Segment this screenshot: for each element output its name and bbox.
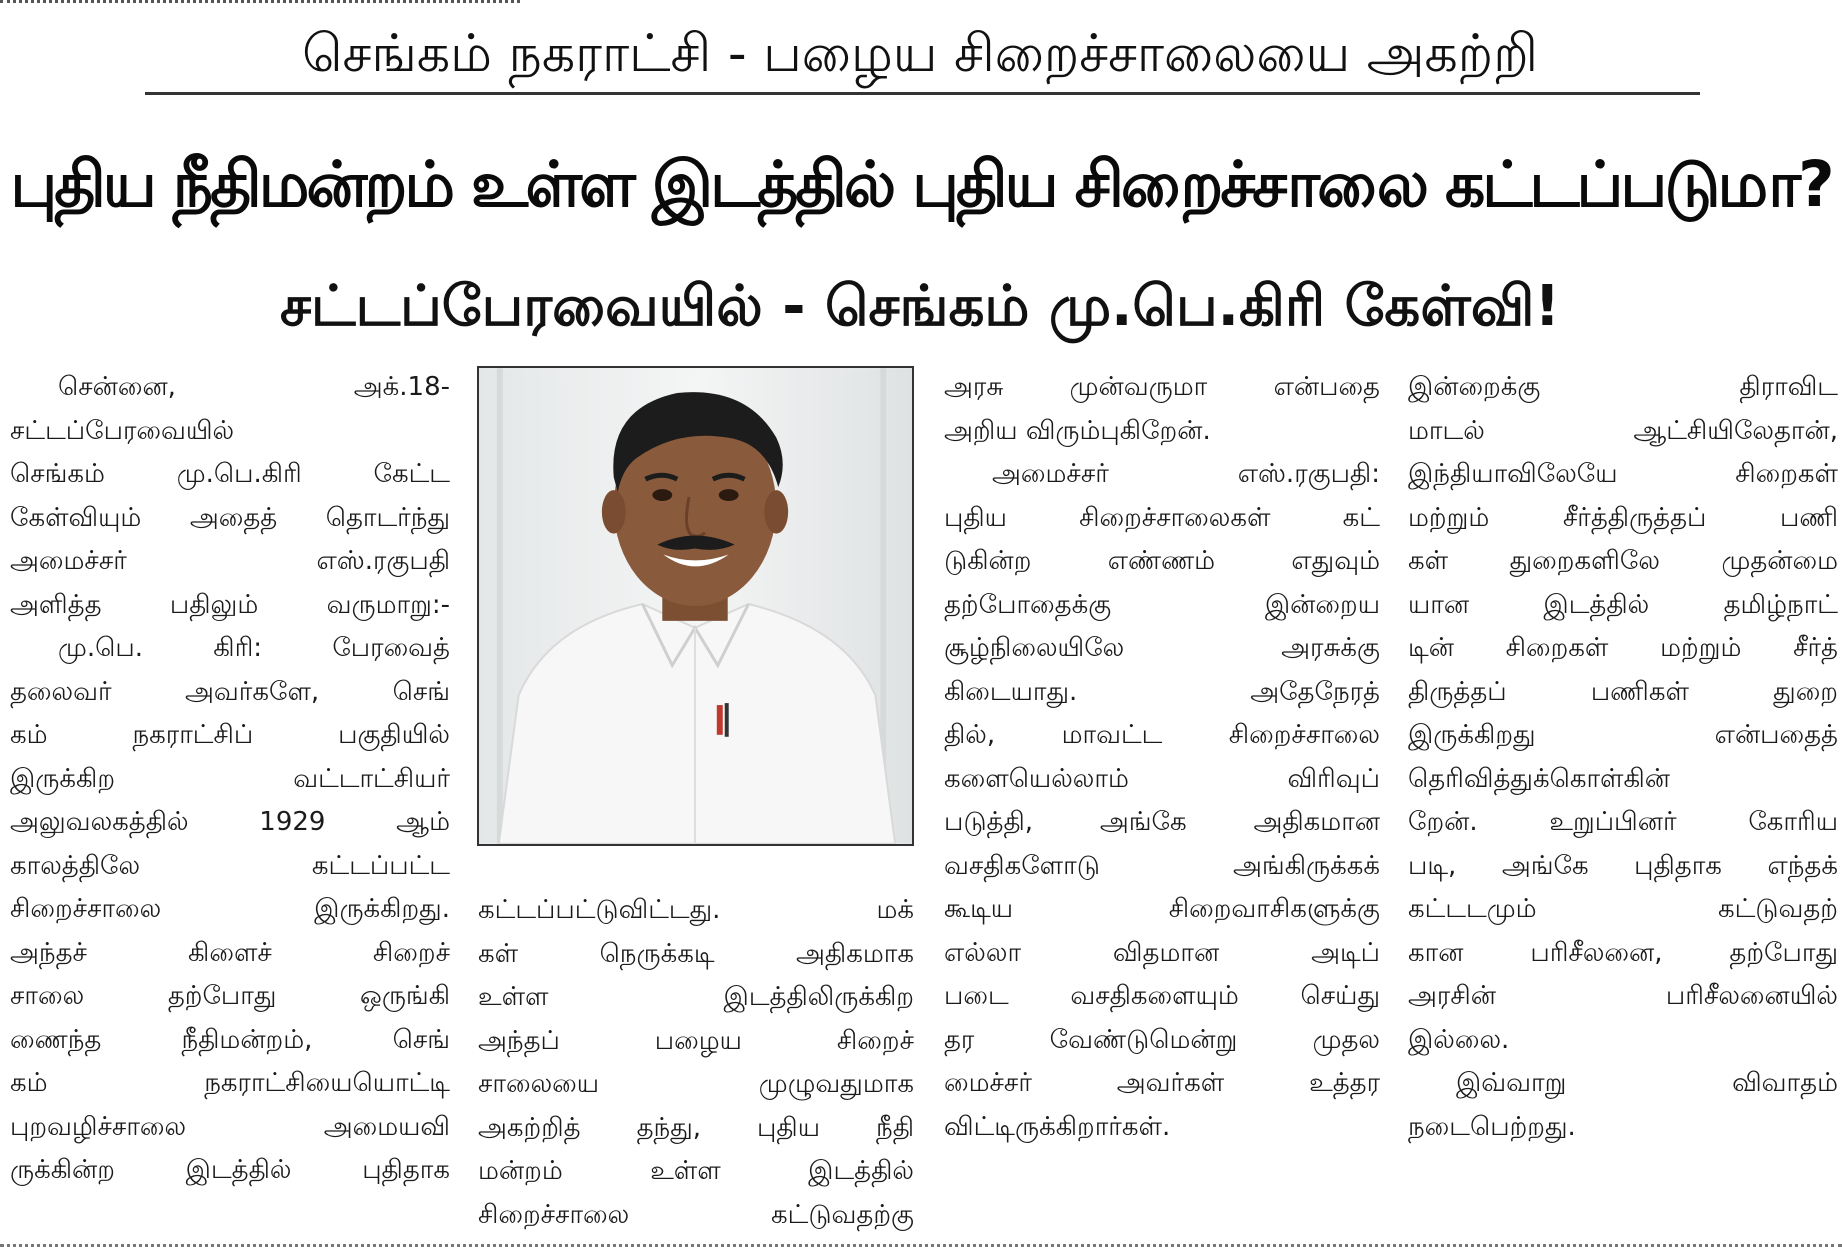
column-line: கான பரிசீலனை, தற்போது [1408, 937, 1838, 968]
column-line: தில், மாவட்ட சிறைச்சாலை [944, 720, 1380, 750]
article-column-3 [944, 366, 1380, 1149]
column-line: இருக்கிறது என்பதைத் [1408, 720, 1838, 750]
column-line: புதிய சிறைச்சாலைகள் கட் [944, 502, 1380, 533]
column-line: அரசின் பரிசீலனையில் [1408, 981, 1838, 1011]
column-line: படுத்தி, அங்கே அதிகமான [944, 807, 1380, 837]
column-line: சாலையை முழுவதுமாக [478, 1069, 914, 1099]
column-line: தற்போதைக்கு இன்றைய [944, 589, 1380, 620]
column-line: அமைச்சர் எஸ்.ரகுபதி: [992, 459, 1380, 489]
bottom-dotted-border [0, 1244, 1842, 1250]
column-line: கட்டடமும் கட்டுவதற் [1408, 894, 1838, 924]
column-line: சூழ்நிலையிலே அரசுக்கு [944, 633, 1380, 663]
column-line: புறவழிச்சாலை அமையவி [10, 1111, 450, 1142]
column-line: விட்டிருக்கிறார்கள். [944, 1111, 1171, 1142]
column-line: சட்டப்பேரவையில் [10, 415, 235, 446]
kicker-underline [145, 92, 1700, 95]
column-line: கம் நகராட்சியையொட்டி [10, 1068, 450, 1098]
column-line: உள்ள இடத்திலிருக்கிற [478, 982, 914, 1012]
column-line: இந்தியாவிலேயே சிறைகள் [1408, 459, 1838, 489]
column-line: செங்கம் மு.பெ.கிரி கேட்ட [10, 459, 450, 489]
column-line: அலுவலகத்தில் 1929 ஆம் [10, 807, 450, 837]
column-line: கள் துறைகளிலே முதன்மை [1408, 546, 1838, 576]
column-line: காலத்திலே கட்டப்பட்ட [10, 850, 450, 881]
column-line: ருக்கின்ற இடத்தில் புதிதாக [10, 1155, 450, 1185]
column-line: றேன். உறுப்பினர் கோரிய [1408, 807, 1838, 837]
column-line: சிறைச்சாலை இருக்கிறது. [10, 894, 450, 924]
article-column-1 [10, 366, 450, 1193]
column-line: இருக்கிற வட்டாட்சியர் [10, 763, 450, 794]
portrait-photo [477, 366, 914, 846]
column-line: கள் நெருக்கடி அதிகமாக [478, 938, 914, 969]
column-line: எல்லா விதமான அடிப் [944, 937, 1380, 968]
column-line: கம் நகராட்சிப் பகுதியில் [10, 720, 450, 750]
kicker-headline: செங்கம் நகராட்சி - பழைய சிறைச்சாலையை அகற்றி [302, 24, 1538, 84]
column-line: களையெல்லாம் விரிவுப் [944, 763, 1380, 794]
column-line: தெரிவித்துக்கொள்கின் [1408, 763, 1671, 794]
column-line: ணைந்த நீதிமன்றம், செங் [10, 1024, 450, 1055]
column-line: கட்டப்பட்டுவிட்டது. மக் [478, 895, 914, 925]
column-line: அரசு முன்வருமா என்பதை [944, 372, 1380, 402]
column-line: இவ்வாறு விவாதம் [1456, 1068, 1838, 1098]
column-line: மைச்சர் அவர்கள் உத்தர [944, 1068, 1380, 1098]
article-column-2 [478, 889, 914, 1237]
main-headline: புதிய நீதிமன்றம் உள்ள இடத்தில் புதிய சிறைச்சாலை கட்டப்படுமா? [10, 148, 1832, 221]
column-line: யான இடத்தில் தமிழ்நாட் [1408, 589, 1838, 620]
column-line: மு.பெ. கிரி: பேரவைத் [58, 633, 450, 663]
column-line: அறிய விரும்புகிறேன். [944, 415, 1211, 446]
top-dotted-border [0, 0, 520, 8]
column-line: சாலை தற்போது ஒருங்கி [10, 981, 450, 1011]
column-line: திருத்தப் பணிகள் துறை [1408, 676, 1838, 707]
column-line: அகற்றித் தந்து, புதிய நீதி [478, 1112, 914, 1143]
column-line: மன்றம் உள்ள இடத்தில் [478, 1156, 914, 1186]
column-line: இன்றைக்கு திராவிட [1408, 372, 1838, 402]
column-line: அளித்த பதிலும் வருமாறு:- [10, 589, 450, 620]
article-column-4 [1408, 366, 1838, 1149]
column-line: படி, அங்கே புதிதாக எந்தக் [1408, 850, 1838, 881]
column-line: கிடையாது. அதேநேரத் [944, 676, 1380, 707]
column-line: அமைச்சர் எஸ்.ரகுபதி [10, 546, 450, 576]
column-line: தர வேண்டுமென்று முதல [944, 1024, 1380, 1055]
sub-headline: சட்டப்பேரவையில் - செங்கம் மு.பெ.கிரி கேள்வி! [279, 274, 1560, 339]
column-line: கேள்வியும் அதைத் தொடர்ந்து [10, 502, 450, 533]
column-line: டின் சிறைகள் மற்றும் சீர்த் [1408, 633, 1838, 663]
column-line: மற்றும் சீர்த்திருத்தப் பணி [1408, 502, 1838, 533]
column-line: கூடிய சிறைவாசிகளுக்கு [944, 894, 1380, 924]
column-line: வசதிகளோடு அங்கிருக்கக் [944, 850, 1380, 881]
portrait-illustration [479, 368, 912, 844]
column-line: இல்லை. [1408, 1024, 1510, 1055]
column-line: தலைவர் அவர்களே, செங் [10, 676, 450, 707]
column-line: அந்தச் கிளைச் சிறைச் [10, 937, 450, 968]
column-line: நடைபெற்றது. [1408, 1111, 1576, 1142]
column-line: சென்னை, அக்.18- [58, 372, 450, 402]
column-line: சிறைச்சாலை கட்டுவதற்கு [478, 1199, 914, 1230]
column-line: மாடல் ஆட்சியிலேதான், [1408, 415, 1838, 446]
column-line: படை வசதிகளையும் செய்து [944, 981, 1380, 1011]
column-line: அந்தப் பழைய சிறைச் [478, 1025, 914, 1056]
column-line: டுகின்ற எண்ணம் எதுவும் [944, 546, 1380, 576]
